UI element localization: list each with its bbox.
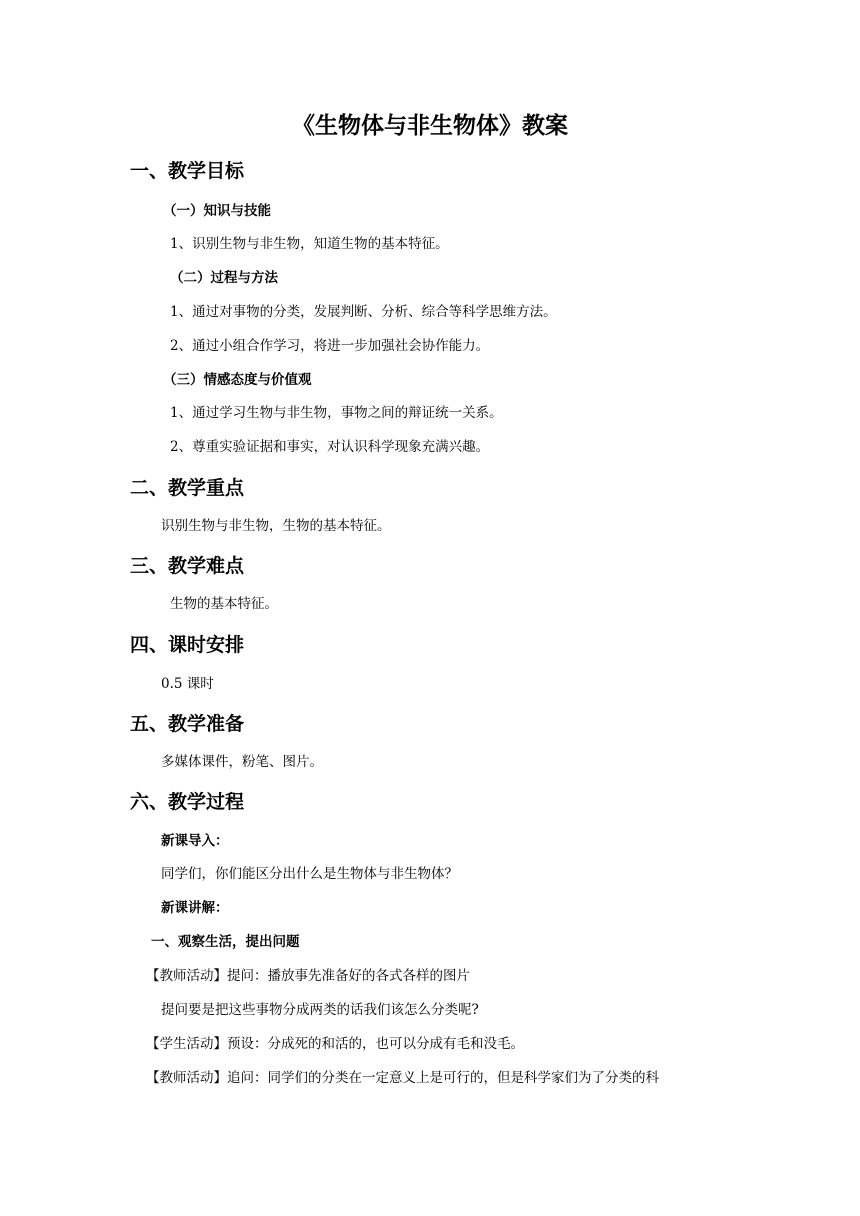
subheading-intro: 新课导入： (161, 833, 229, 849)
document-title: 《生物体与非生物体》教案 (292, 112, 568, 139)
heading-schedule: 四、课时安排 (130, 634, 245, 656)
subheading-knowledge-skills: （一）知识与技能 (163, 203, 271, 219)
paragraph-schedule: 0.5 课时 (161, 676, 214, 692)
paragraph-objective-attitude-2: 2、尊重实验证据和事实，对认识科学现象充满兴趣。 (170, 439, 490, 455)
paragraph-teacher-activity-1: 【教师活动】提问：播放事先准备好的各式各样的图片 (146, 968, 470, 984)
subheading-attitude-values: （三）情感态度与价值观 (163, 372, 312, 388)
paragraph-difficulties: 生物的基本特征。 (170, 596, 278, 612)
heading-process: 六、教学过程 (130, 791, 245, 813)
paragraph-objective-attitude-1: 1、通过学习生物与非生物，事物之间的辩证统一关系。 (170, 405, 503, 421)
subheading-step-1: 一、观察生活，提出问题 (151, 934, 300, 950)
paragraph-objective-knowledge-1: 1、识别生物与非生物，知道生物的基本特征。 (170, 236, 449, 252)
heading-preparation: 五、教学准备 (130, 713, 245, 735)
subheading-process-methods: （二）过程与方法 (170, 270, 278, 286)
paragraph-objective-process-1: 1、通过对事物的分类，发展判断、分析、综合等科学思维方法。 (170, 304, 557, 320)
heading-objectives: 一、教学目标 (130, 160, 245, 182)
paragraph-question: 提问要是把这些事物分成两类的话我们该怎么分类呢? (161, 1002, 479, 1018)
paragraph-preparation: 多媒体课件，粉笔、图片。 (161, 754, 323, 770)
subheading-lecture: 新课讲解： (161, 900, 229, 916)
paragraph-teacher-activity-2: 【教师活动】追问：同学们的分类在一定意义上是可行的，但是科学家们为了分类的科 (146, 1070, 659, 1086)
paragraph-objective-process-2: 2、通过小组合作学习，将进一步加强社会协作能力。 (170, 338, 490, 354)
paragraph-key-points: 识别生物与非生物，生物的基本特征。 (161, 518, 391, 534)
paragraph-student-activity: 【学生活动】预设：分成死的和活的，也可以分成有毛和没毛。 (146, 1036, 524, 1052)
paragraph-intro: 同学们，你们能区分出什么是生物体与非生物体？ (161, 866, 458, 882)
heading-difficulties: 三、教学难点 (130, 555, 245, 577)
heading-key-points: 二、教学重点 (130, 477, 245, 499)
